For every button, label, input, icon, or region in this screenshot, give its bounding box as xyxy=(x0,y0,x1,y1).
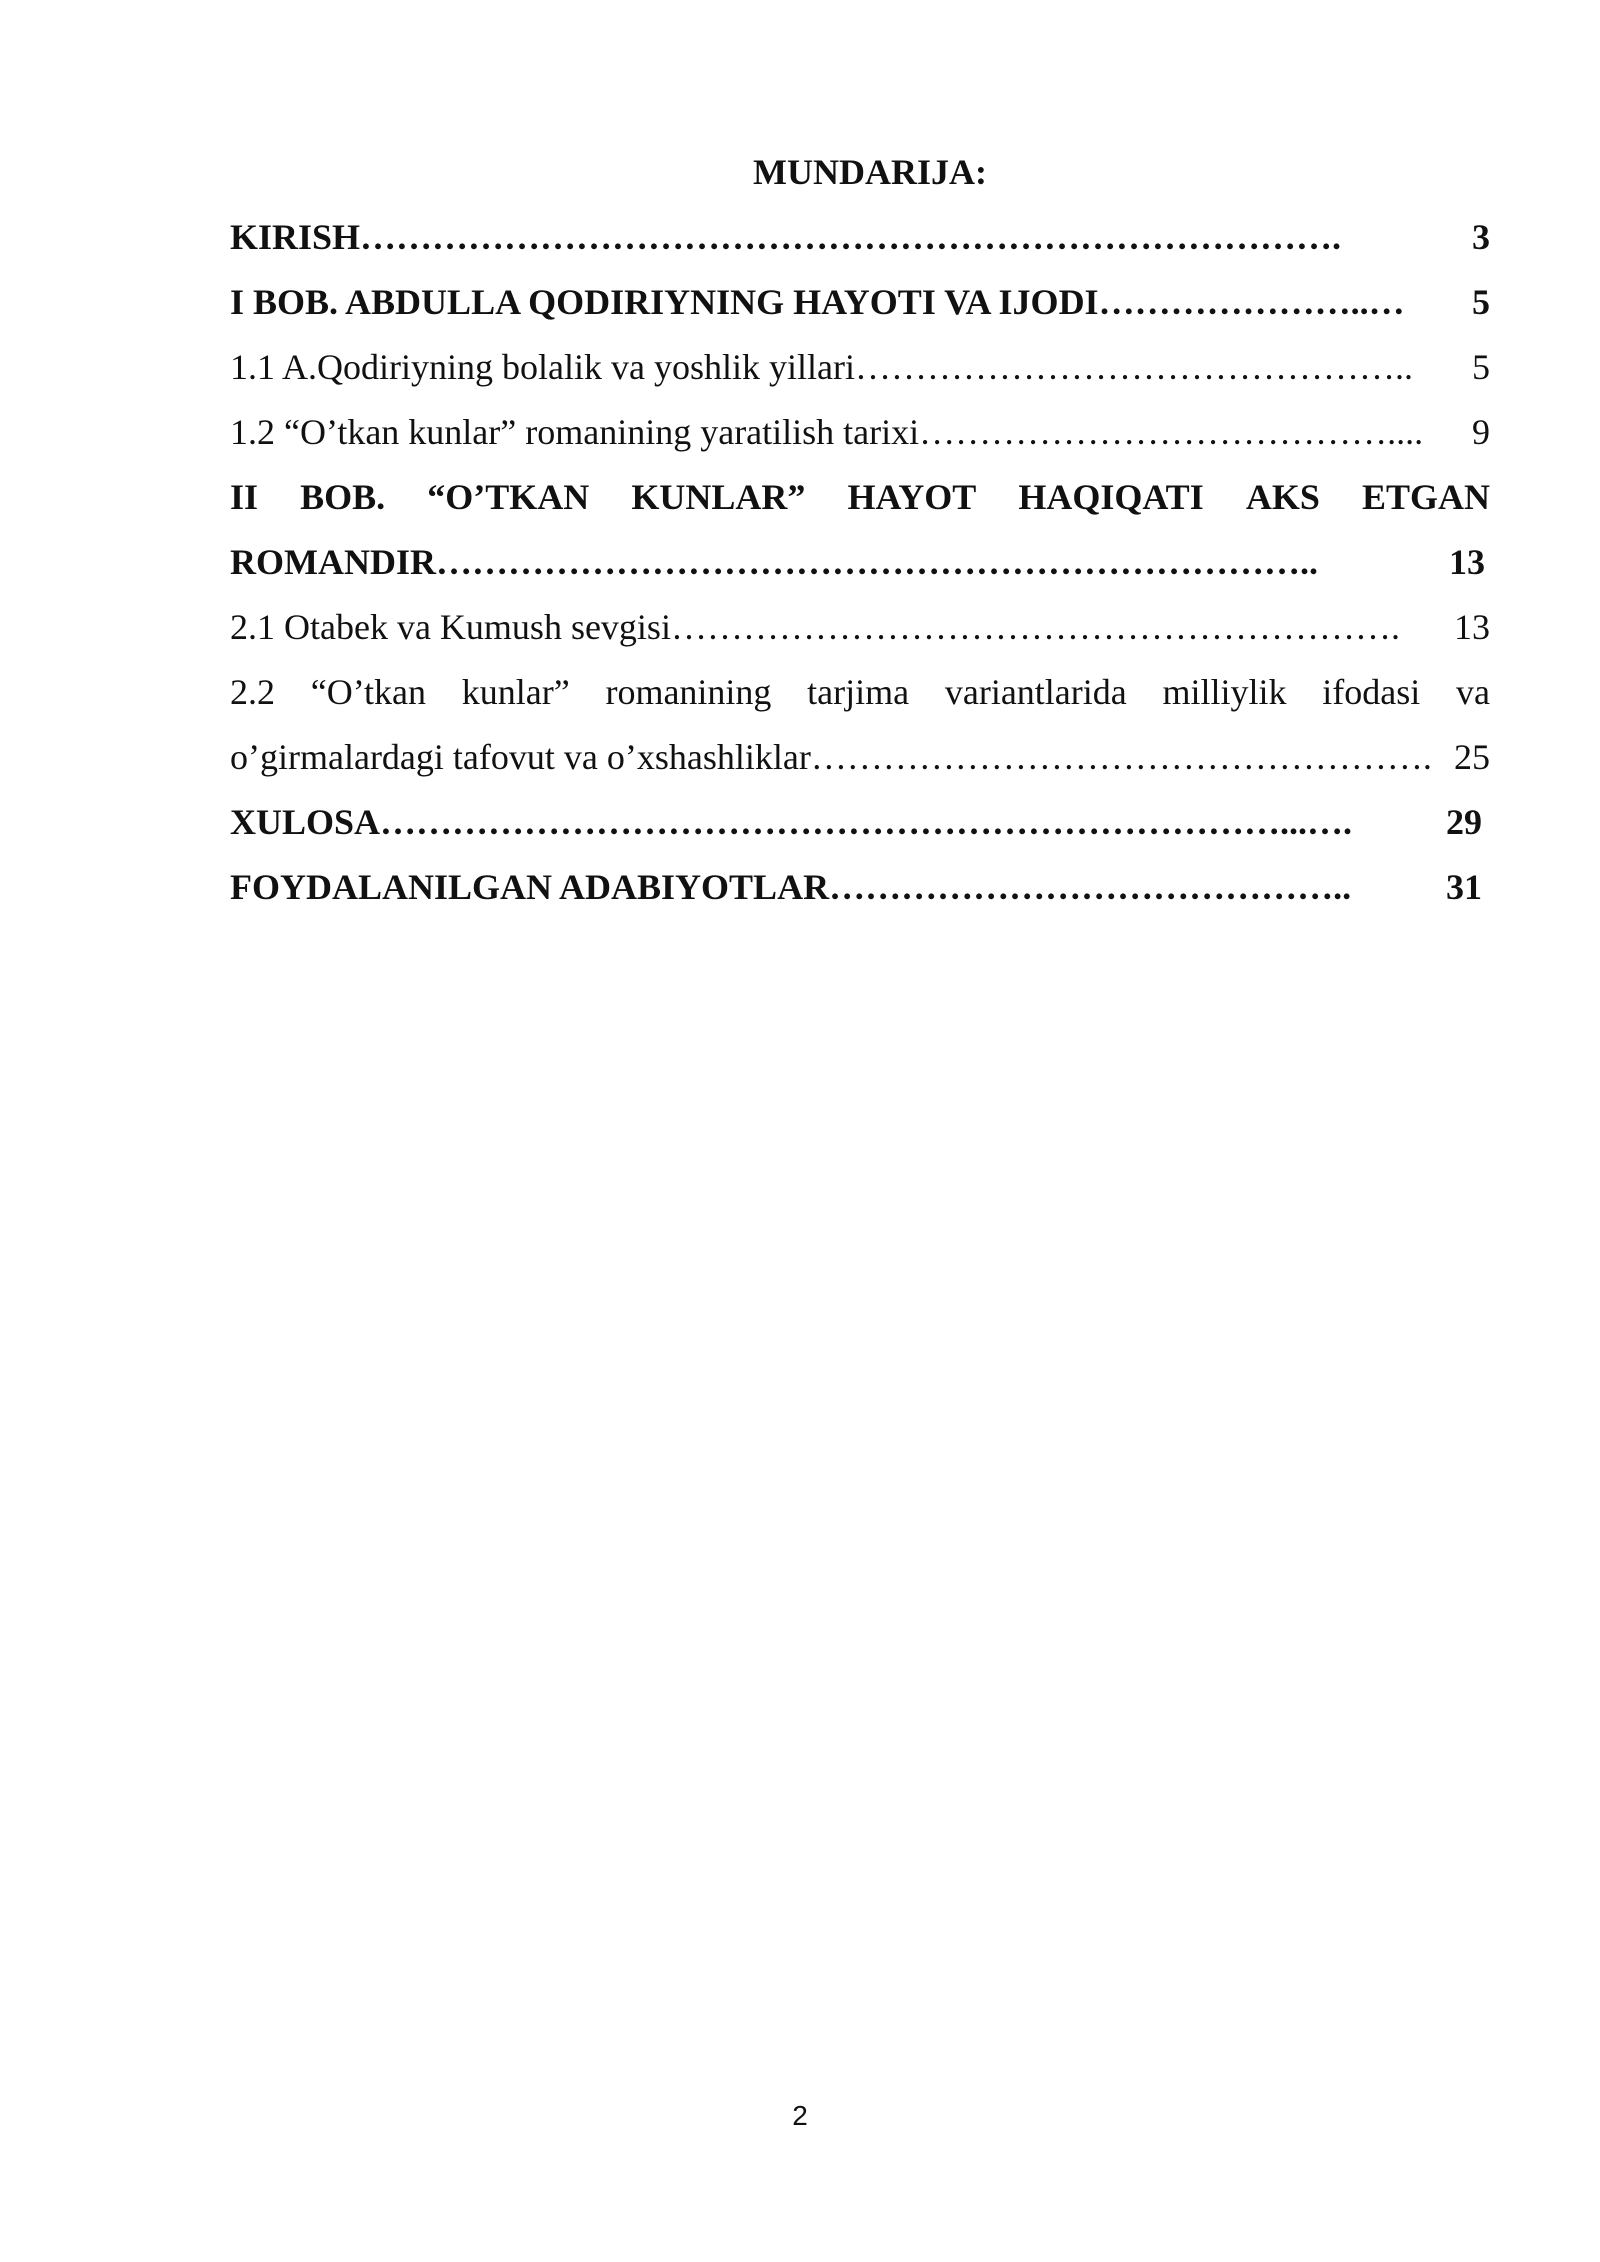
toc-leader-dots: ……………………………………………. xyxy=(810,737,1432,777)
toc-word: AKS xyxy=(1245,477,1320,517)
toc-entry-label: 1.1 A.Qodiriyning bolalik va yoshlik yillari xyxy=(230,347,855,387)
toc-leader-dots: …………………………………….. xyxy=(829,867,1352,907)
toc-entry-label: FOYDALANILGAN ADABIYOTLAR xyxy=(230,867,830,907)
toc-entry-label: 1.2 “O’tkan kunlar” romanining yaratilish tarixi xyxy=(230,412,920,452)
toc-page-number: 31 xyxy=(1446,867,1482,907)
toc-page-number: 13 xyxy=(1454,607,1490,647)
toc-entry-section-2-1[interactable] xyxy=(230,595,1490,660)
toc-word: va xyxy=(1455,672,1490,712)
toc-entry-kirish[interactable] xyxy=(230,205,1490,270)
toc-word: KUNLAR” xyxy=(631,477,806,517)
toc-page-number: 25 xyxy=(1454,737,1490,777)
toc-entry-xulosa[interactable] xyxy=(230,790,1482,855)
toc-leader-dots: ……………………………………………………………….. xyxy=(435,542,1318,582)
toc-word: HAQIQATI xyxy=(1018,477,1204,517)
toc-leader-dots: ………………………………………………………………………. xyxy=(360,217,1342,257)
toc-page-number: 3 xyxy=(1472,217,1490,257)
toc-entry-section-1-2[interactable] xyxy=(230,400,1490,465)
toc-entry-section-1-1[interactable] xyxy=(230,335,1490,400)
toc-entry-chapter-2-line-2[interactable] xyxy=(230,530,1485,595)
toc-word: milliylik xyxy=(1162,672,1287,712)
toc-word: variantlarida xyxy=(944,672,1127,712)
toc-word: HAYOT xyxy=(847,477,977,517)
toc-page-number: 9 xyxy=(1472,412,1490,452)
toc-entry-label: 2.1 Otabek va Kumush sevgisi xyxy=(230,607,671,647)
toc-page-number: 13 xyxy=(1449,542,1485,582)
table-of-contents xyxy=(230,140,1490,920)
toc-word: II xyxy=(230,477,259,517)
toc-entry-chapter-2-line-1[interactable] xyxy=(230,465,1490,530)
toc-page-number: 29 xyxy=(1446,802,1482,842)
toc-heading: MUNDARIJA: xyxy=(753,152,987,192)
toc-leader-dots: …………………………………………………………………...…. xyxy=(380,802,1353,842)
toc-word: BOB. xyxy=(300,477,386,517)
toc-word: kunlar” xyxy=(461,672,570,712)
toc-leader-dots: …………………..… xyxy=(1098,282,1405,322)
toc-word: tarjima xyxy=(807,672,910,712)
toc-word: ifodasi xyxy=(1322,672,1421,712)
page-number: 2 xyxy=(792,2100,808,2131)
toc-entry-label: XULOSA xyxy=(230,802,381,842)
toc-page-number: 5 xyxy=(1472,282,1490,322)
toc-leader-dots: ………………………………….... xyxy=(919,412,1424,452)
toc-entry-label: ROMANDIR xyxy=(230,542,436,582)
toc-leader-dots: ……………………………………………………. xyxy=(670,607,1400,647)
toc-entry-label: o’girmalardagi tafovut va o’xshashliklar xyxy=(230,737,811,777)
toc-word: “O’tkan xyxy=(310,672,427,712)
toc-entry-bibliography[interactable] xyxy=(230,855,1482,920)
toc-word: ETGAN xyxy=(1361,477,1490,517)
toc-entry-label: KIRISH xyxy=(230,217,361,257)
toc-entry-section-2-2-line-2[interactable] xyxy=(230,725,1490,790)
toc-leader-dots: ……………………………………….. xyxy=(854,347,1413,387)
toc-word: 2.2 xyxy=(230,672,275,712)
toc-entry-section-2-2-line-1[interactable] xyxy=(230,660,1490,725)
toc-page-number: 5 xyxy=(1472,347,1490,387)
toc-word: “O’TKAN xyxy=(427,477,590,517)
toc-entry-label: I BOB. ABDULLA QODIRIYNING HAYOTI VA IJODI xyxy=(230,282,1099,322)
toc-entry-chapter-1[interactable] xyxy=(230,270,1490,335)
toc-word: romanining xyxy=(605,672,772,712)
